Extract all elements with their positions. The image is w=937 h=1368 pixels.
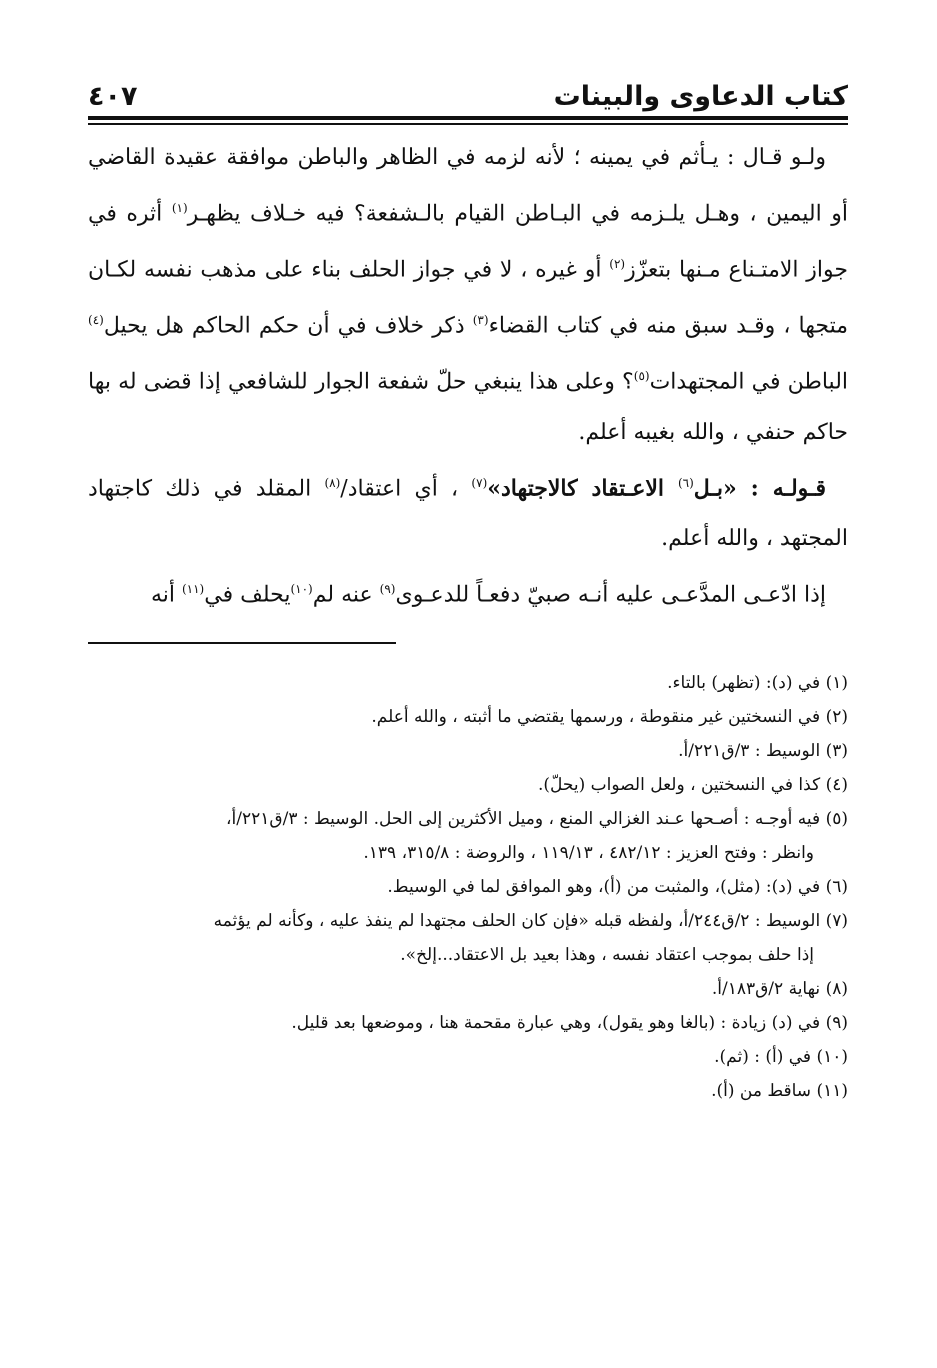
p3-text: عنه لم	[312, 582, 380, 608]
footnote-ref-7: (٧)	[471, 475, 488, 490]
p2-tail: المقلد في ذلك كاجتهاد المجتهد ، والله أعلم.	[88, 476, 848, 552]
footnote-1	[88, 666, 848, 700]
footnote-text: في (د): (مثل)، والمثبت من (أ)، وهو الموافق لما في الوسيط.	[387, 877, 821, 897]
footnote-number: (٢)	[825, 707, 848, 727]
paragraph-1	[88, 133, 848, 458]
footnote-ref-5: (٥)	[633, 369, 650, 384]
paragraph-3	[88, 564, 848, 620]
p2-lead: قـولـه : «بـل	[693, 475, 826, 502]
footnote-4	[88, 768, 848, 802]
p1-text: ولـو قـال : يـأثم في يمينه ؛ لأنه لزمه في الظاهر والباطن موافقة عقيدة القاضي أو اليمين ، وهـل يلـزمه في البـاطن القيام بالـشفعة؟ فيه خـلاف يظهـر	[88, 144, 848, 226]
footnote-ref-9: (٩)	[379, 582, 396, 597]
p1-text: ؟ وعلى هذا ينبغي حلّ شفعة الجوار للشافعي إذا قضى له بها حاكم حنفي ، والله بغيبه أعلم.	[88, 369, 848, 445]
footnote-number: (١)	[825, 673, 848, 693]
footnote-text: كذا في النسختين ، ولعل الصواب (يحلّ).	[537, 775, 821, 795]
page-number: ٤٠٧	[88, 81, 138, 112]
footnote-3	[88, 734, 848, 768]
p1-text: ذكر خلاف في أن حكم الحاكم هل يحيل	[103, 313, 473, 339]
footnote-ref-2: (٢)	[609, 256, 626, 271]
footnote-ref-8: (٨)	[324, 475, 341, 490]
footnote-number: (٥)	[825, 809, 848, 829]
book-page	[88, 70, 849, 1101]
p1-text: الباطن في المجتهدات	[649, 369, 849, 395]
footnote-ref-11: (١١)	[181, 582, 205, 597]
footnote-8	[88, 972, 848, 1006]
footnote-continuation: وانظر : وفتح العزيز : ٤٨٢/١٢ ، ١١٩/١٣ ، والروضة : ٣١٥/٨، ١٣٩.	[363, 843, 814, 863]
footnote-number: (١٠)	[816, 1047, 848, 1067]
running-title: كتاب الدعاوى والبينات	[553, 81, 848, 112]
footnote-7	[88, 904, 848, 972]
footnote-number: (١١)	[816, 1081, 848, 1101]
footnote-number: (٩)	[825, 1013, 848, 1033]
footnote-ref-3: (٣)	[472, 313, 489, 328]
footnote-text: الوسيط : ٣/ق٢٢١/أ.	[678, 741, 821, 761]
footnote-6	[88, 870, 848, 904]
footnote-text: في النسختين غير منقوطة ، ورسمها يقتضي ما أثبته ، والله أعلم.	[371, 707, 821, 727]
footnote-text: الوسيط : ٢/ق٢٤٤/أ، ولفظه قبله «فإن كان الحلف مجتهدا لم ينفذ عليه ، وكأنه لم يؤثمه	[213, 911, 821, 931]
page-header	[88, 70, 848, 110]
footnote-text: ساقط من (أ).	[711, 1081, 812, 1101]
footnote-text: نهاية ٢/ق١٨٣/أ.	[711, 979, 821, 999]
p1-text: أو غيره ، لا في جواز الحلف بناء على مذهب نفسه لكـان متجها ، وقـد سبق منه في كتاب القضاء	[88, 257, 848, 339]
footnote-number: (٦)	[825, 877, 848, 897]
p3-text: أنه	[150, 582, 182, 608]
footnote-ref-10: (١٠)	[290, 582, 313, 597]
p3-text: يحلف في	[204, 582, 291, 608]
header-rule-thin	[88, 123, 848, 125]
p1-text: أثره في جواز الامتـناع مـنها بتعزّز	[88, 200, 848, 283]
p2-mid: ، أي اعتقاد/	[340, 476, 472, 502]
p3-text: إذا ادّعـى المدَّعـى عليه أنـه صبيّ دفعـاً للدعـوى	[395, 582, 826, 608]
footnote-number: (٨)	[825, 979, 848, 999]
footnote-2	[88, 700, 848, 734]
header-rule-thick	[88, 116, 848, 120]
main-text	[88, 133, 848, 621]
paragraph-2	[88, 458, 848, 564]
footnote-number: (٧)	[825, 911, 848, 931]
footnote-number: (٤)	[825, 775, 848, 795]
footnote-ref-1: (١)	[171, 200, 188, 215]
footnote-11	[88, 1074, 848, 1108]
footnote-10	[88, 1040, 848, 1074]
footnote-text: في (أ) : (ثم).	[714, 1047, 812, 1067]
footnote-ref-6: (٦)	[677, 475, 694, 490]
footnote-text: في (د) زيادة : (بالغا وهو يقول)، وهي عبارة مقحمة هنا ، وموضعها بعد قليل.	[291, 1013, 821, 1033]
footnotes	[88, 666, 848, 1108]
footnote-text: فيه أوجـه : أصـحها عـند الغزالي المنع ، وميل الأكثرين إلى الحل. الوسيط : ٣/ق٢٢١/أ،	[226, 809, 821, 829]
footnote-5	[88, 802, 848, 870]
footnote-9	[88, 1006, 848, 1040]
footnote-ref-4: (٤)	[88, 313, 104, 328]
p2-quoted-phrase: الاعـتقاد كالاجتهاد»	[487, 475, 678, 502]
footnote-continuation: إذا حلف بموجب اعتقاد نفسه ، وهذا بعيد بل الاعتقاد...إلخ».	[400, 945, 814, 965]
footnote-text: في (د): (تظهر) بالتاء.	[667, 673, 821, 693]
footnote-number: (٣)	[825, 741, 848, 761]
footnote-separator	[88, 642, 396, 644]
